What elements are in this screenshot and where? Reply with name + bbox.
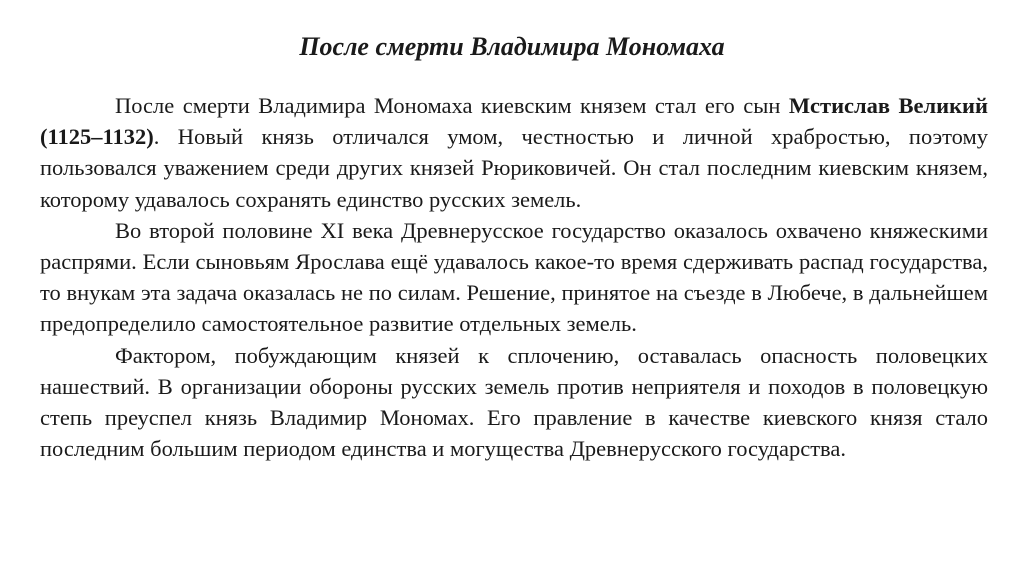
slide-title: После смерти Владимира Мономаха — [299, 32, 725, 61]
slide-body — [40, 90, 988, 464]
paragraph-1-bold-name: Мстислав Великий (1125–1132) — [40, 93, 988, 150]
paragraph-2: Во второй половине XI века Древнерусское государство оказалось охвачено княжескими распрями. Если сыновьям Ярослава ещё удавалось какое-то время сдерживать распад государства, то внукам эта задача оказалась не по силам. Решение, принятое на съезде в Любече, в дальнейшем предопределило самостоятельное развитие отдельных земель. — [40, 217, 988, 337]
paragraph-3: Фактором, побуждающим князей к сплочению, оставалась опасность половецких нашествий. В организации обороны русских земель против неприятеля и походов в половецкую степь преуспел князь Владимир Мономах. Его правление в качестве киевского князя стало последним большим периодом единства и могущества Древнерусского государства. — [40, 342, 988, 462]
paragraph-1-text-before: После смерти Владимира Мономаха киевским князем стал его сын — [115, 93, 789, 118]
paragraph-1 — [40, 90, 988, 215]
paragraph-1-text-after: . Новый князь отличался умом, честностью и личной храбростью, поэтому пользовался уважением среди других князей Рюриковичей. Он стал последним киевским князем, которому удавалось сохранять единство русских земель. — [40, 124, 988, 212]
